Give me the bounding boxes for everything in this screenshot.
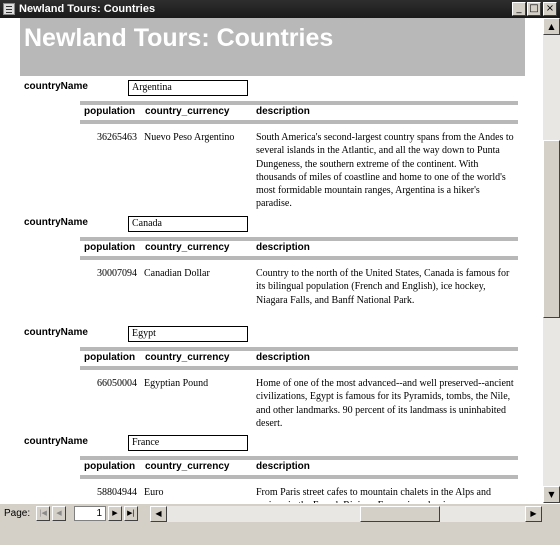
report-title: Newland Tours: Countries [24, 24, 334, 52]
currency-header: country_currency [145, 242, 230, 253]
header-divider [80, 120, 518, 124]
description-value: From Paris street cafes to mountain chalets in the Alps and [256, 487, 491, 498]
country-name-field: France [128, 435, 248, 451]
scroll-up-button[interactable]: ▲ [543, 18, 560, 35]
population-value: 66050004 [97, 378, 137, 389]
country-name-label: countryName [24, 217, 88, 228]
header-divider [80, 256, 518, 260]
description-value: Country to the north of the United States, Canada is famous for its bilingual population (French and English), ice hockey, Niagara Falls, and Banff National Park. [256, 268, 510, 306]
description-header: description [256, 352, 310, 363]
country-name-field: Canada [128, 216, 248, 232]
last-page-button[interactable]: ▶| [124, 506, 138, 521]
population-value: 30007094 [97, 268, 137, 279]
vertical-scroll-thumb[interactable] [543, 140, 560, 318]
population-header: population [84, 242, 136, 253]
population-header: population [84, 461, 136, 472]
description-value: South America's second-largest country spans from the Andes to several islands in the Atlantic, and all the way down to Punta Dungeness, the southern extreme of the continent. With thousands of miles of coastline and home to one of the world's most formidable mountain ranges, Argentina is a hiker's paradise. [256, 132, 514, 210]
horizontal-scroll-thumb[interactable] [360, 506, 440, 522]
population-header: population [84, 352, 136, 363]
description-header: description [256, 242, 310, 253]
currency-value: Euro [144, 487, 164, 498]
header-divider [80, 475, 518, 479]
description-header: description [256, 461, 310, 472]
page-number-input[interactable]: 1 [74, 506, 106, 521]
minimize-button[interactable]: _ [512, 2, 526, 16]
country-record [0, 435, 543, 545]
currency-value: Nuevo Peso Argentino [144, 132, 235, 143]
currency-value: Canadian Dollar [144, 268, 210, 279]
previous-page-button[interactable]: ◀ [52, 506, 66, 521]
maximize-button[interactable]: □ [527, 2, 541, 16]
currency-value: Egyptian Pound [144, 378, 209, 389]
population-value: 58804944 [97, 487, 137, 498]
country-record [0, 326, 543, 436]
currency-header: country_currency [145, 352, 230, 363]
report-header [20, 18, 525, 76]
page-label: Page: [4, 508, 31, 519]
record-navigation-bar [0, 503, 560, 523]
country-name-field: Argentina [128, 80, 248, 96]
horizontal-scrollbar[interactable] [150, 506, 542, 522]
header-divider [80, 366, 518, 370]
first-page-button[interactable]: |◀ [36, 506, 50, 521]
population-value: 36265463 [97, 132, 137, 143]
window-title: Newland Tours: Countries [19, 3, 156, 15]
country-name-field: Egypt [128, 326, 248, 342]
report-canvas [0, 18, 543, 503]
country-record [0, 80, 543, 210]
currency-header: country_currency [145, 106, 230, 117]
population-header: population [84, 106, 136, 117]
close-button[interactable]: × [543, 2, 557, 16]
country-name-label: countryName [24, 327, 88, 338]
scroll-down-button[interactable]: ▼ [543, 486, 560, 503]
scroll-right-button[interactable]: ▶ [525, 506, 542, 522]
report-icon[interactable] [3, 3, 15, 15]
vertical-scrollbar[interactable] [543, 18, 560, 503]
description-header: description [256, 106, 310, 117]
country-name-label: countryName [24, 436, 88, 447]
description-value: Home of one of the most advanced--and well preserved--ancient civilizations, Egypt is famous for its Pyramids, tombs, the Nile, and other landmarks. 90 percent of its landmass is uninhabited desert. [256, 378, 514, 429]
next-page-button[interactable]: ▶ [108, 506, 122, 521]
scroll-left-button[interactable]: ◀ [150, 506, 167, 522]
window-titlebar [0, 0, 560, 18]
country-name-label: countryName [24, 81, 88, 92]
country-record [0, 216, 543, 326]
currency-header: country_currency [145, 461, 230, 472]
